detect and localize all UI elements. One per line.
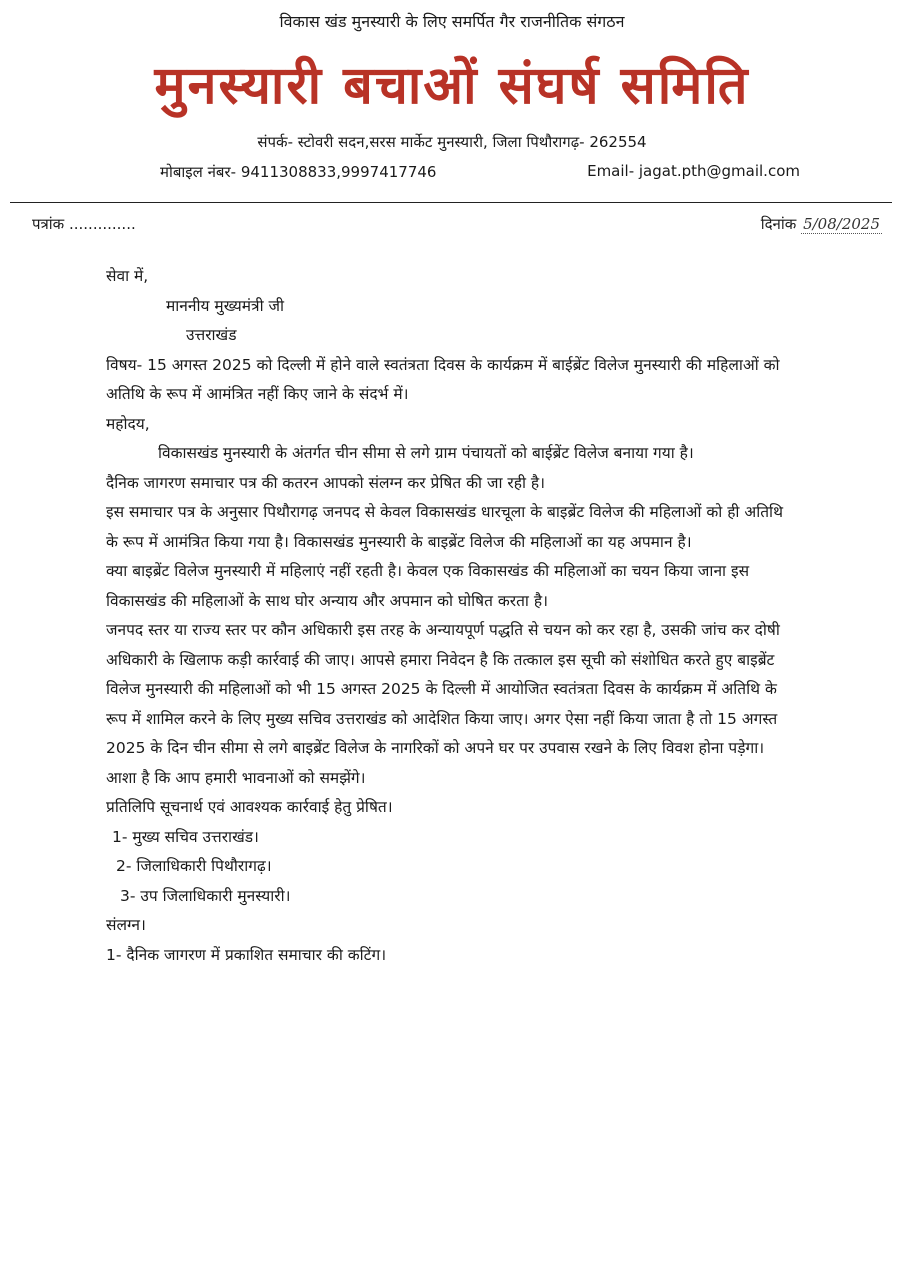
date-field <box>761 214 882 234</box>
header-divider <box>10 202 892 203</box>
enclosure-item: 1- दैनिक जागरण में प्रकाशित समाचार की कटिंग। <box>106 945 387 964</box>
salutation-to: सेवा में, <box>106 267 149 285</box>
org-name-heading: मुनस्यारी बचाओं संघर्ष समिति <box>154 56 750 116</box>
addressee-state: उत्तराखंड <box>186 326 237 344</box>
reference-row <box>32 214 882 234</box>
patrank-field: पत्रांक .............. <box>32 215 136 233</box>
subject-line: विषय- 15 अगस्त 2025 को दिल्ली में होने वाले स्वतंत्रता दिवस के कार्यक्रम में बाईब्रेंट विलेज मुनस्यारी की महिलाओं को अतिथि के रूप में आमंत्रित नहीं किए जाने के संदर्भ में। <box>106 355 780 403</box>
paragraph-1: विकासखंड मुनस्यारी के अंतर्गत चीन सीमा से लगे ग्राम पंचायतों को बाईब्रेंट विलेज बनाया गया है। <box>158 444 694 462</box>
paragraph-5: जनपद स्तर या राज्य स्तर पर कौन अधिकारी इस तरह के अन्यायपूर्ण पद्धति से चयन को कर रहा है, उसकी जांच कर दोषी अधिकारी के खिलाफ कड़ी कार्रवाई की जाए। आपसे हमारा निवेदन है कि तत्काल इस सूची को संशोधित करते हुए बाइब्रेंट विलेज मुनस्यारी की महिलाओं को भी 15 अगस्त 2025 के दिल्ली में आयोजित स्वतंत्रता दिवस के कार्यक्रम में अतिथि के रूप में शामिल करने के लिए मुख्य सचिव उत्तराखंड को आदेशित किया जाए। अगर ऐसा नहीं किया जाता है तो 15 अगस्त 2025 के दिन चीन सीमा से लगे बाइब्रेंट विलेज के नागरिकों को अपने घर पर उपवास रखने के लिए विवश होना पड़ेगा। <box>106 621 780 757</box>
contact-row <box>160 162 800 182</box>
addressee: माननीय मुख्यमंत्री जी <box>166 296 285 315</box>
closing-line: आशा है कि आप हमारी भावनाओं को समझेंगे। <box>106 768 366 787</box>
letter-body <box>106 262 796 970</box>
org-tagline: विकास खंड मुनस्यारी के लिए समर्पित गैर राजनीतिक संगठन <box>279 12 625 31</box>
mobile-numbers: मोबाइल नंबर- 9411308833,9997417746 <box>160 163 437 181</box>
paragraph-4: क्या बाइब्रेंट विलेज मुनस्यारी में महिलाएं नहीं रहती है। केवल एक विकासखंड की महिलाओं का चयन किया जाना इस विकासखंड की महिलाओं के साथ घोर अन्याय और अपमान को घोषित करता है। <box>106 562 750 610</box>
email-address: Email- jagat.pth@gmail.com <box>587 162 800 180</box>
cc-item: 3- उप जिलाधिकारी मुनस्यारी। <box>120 886 291 905</box>
date-value: 5/08/2025 <box>803 215 880 233</box>
cc-item: 1- मुख्य सचिव उत्तराखंड। <box>112 827 259 846</box>
paragraph-3: इस समाचार पत्र के अनुसार पिथौरागढ़ जनपद से केवल विकासखंड धारचूला के बाइब्रेंट विलेज की महिलाओं को ही अतिथि के रूप में आमंत्रित किया गया है। विकासखंड मुनस्यारी के बाइब्रेंट विलेज की महिलाओं का यह अपमान है। <box>106 503 783 551</box>
cc-heading: प्रतिलिपि सूचनार्थ एवं आवश्यक कार्रवाई हेतु प्रेषित। <box>106 798 393 816</box>
cc-item: 2- जिलाधिकारी पिथौरागढ़। <box>116 857 272 875</box>
org-address: संपर्क- स्टोवरी सदन,सरस मार्केट मुनस्यारी, जिला पिथौरागढ़- 262554 <box>257 133 647 151</box>
enclosure-heading: संलग्न। <box>106 916 146 934</box>
paragraph-2: दैनिक जागरण समाचार पत्र की कतरन आपको संलग्न कर प्रेषित की जा रही है। <box>106 473 546 492</box>
greeting: महोदय, <box>106 414 150 433</box>
date-label: दिनांक <box>760 215 797 233</box>
